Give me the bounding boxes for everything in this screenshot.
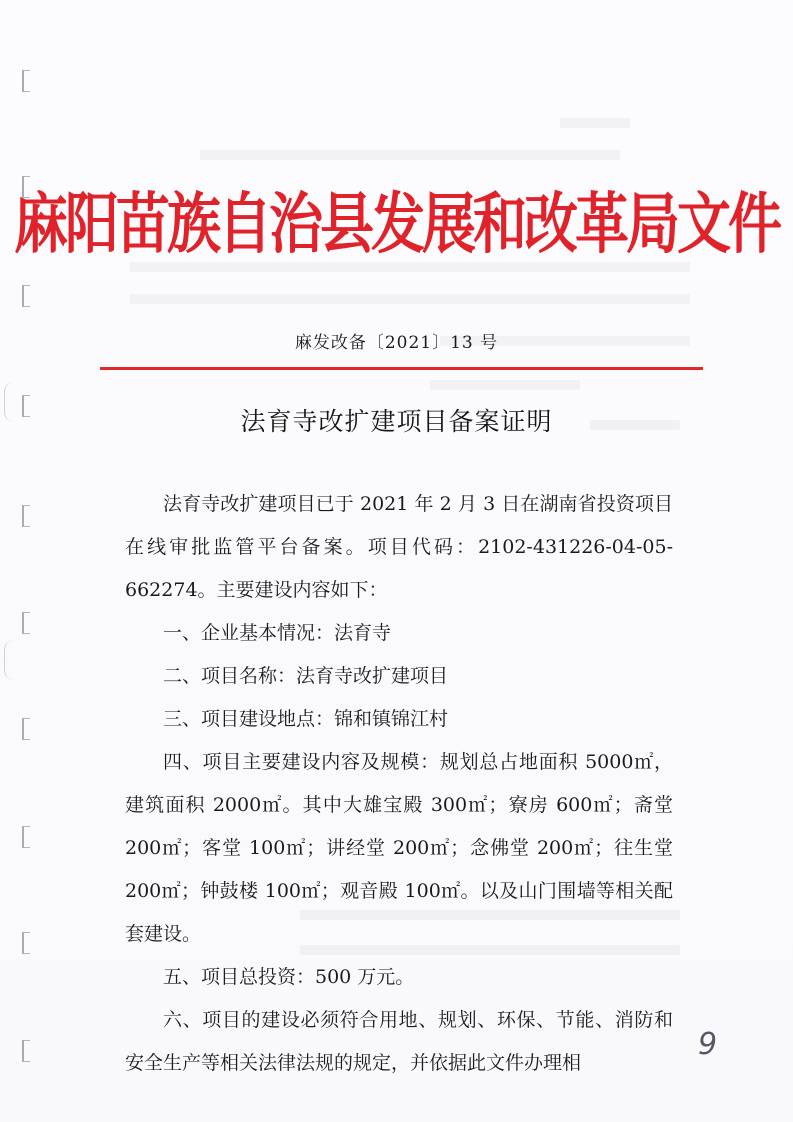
binding-mark — [22, 718, 30, 740]
binding-hole-arc — [4, 640, 15, 680]
body-paragraph: 一、企业基本情况：法育寺 — [163, 622, 392, 644]
masthead-title: 麻阳苗族自治县发展和改革局文件 — [14, 184, 779, 263]
show-through-mark — [430, 380, 580, 390]
document-number: 麻发改备〔2021〕13 号 — [294, 333, 499, 353]
binding-mark — [22, 932, 30, 954]
binding-mark — [22, 70, 30, 92]
handwritten-page-mark: 9 — [698, 1027, 718, 1062]
binding-mark — [22, 1040, 30, 1062]
red-divider-line — [100, 367, 703, 370]
body-paragraph: 三、项目建设地点：锦和镇锦江村 — [163, 708, 449, 730]
show-through-mark — [200, 150, 620, 160]
binding-mark — [22, 285, 30, 307]
body-paragraph: 五、项目总投资：500 万元。 — [163, 966, 415, 988]
body-paragraph: 六、项目的建设必须符合用地、规划、环保、节能、消防和安全生产等相关法律法规的规定，并依据此文件办理相 — [125, 1009, 673, 1074]
binding-mark — [22, 612, 30, 634]
body-paragraph: 四、项目主要建设内容及规模：规划总占地面积 5000㎡，建筑面积 2000㎡。其中大雄宝殿 300㎡；寮房 600㎡；斋堂 200㎡；客堂 100㎡；讲经堂 200㎡；念佛堂 200㎡；往生堂 200㎡；钟鼓楼 100㎡；观音殿 100㎡。以及山门围墙等相关配套建设。 — [125, 751, 673, 945]
show-through-mark — [130, 294, 690, 304]
show-through-mark — [560, 118, 630, 128]
document-title: 法育寺改扩建项目备案证明 — [240, 407, 553, 436]
binding-mark — [22, 505, 30, 527]
document-body — [125, 483, 673, 1085]
body-paragraph: 二、项目名称：法育寺改扩建项目 — [163, 665, 449, 687]
binding-mark — [22, 826, 30, 848]
body-paragraph: 法育寺改扩建项目已于 2021 年 2 月 3 日在湖南省投资项目在线审批监管平台备案。项目代码：2102-431226-04-05-662274。主要建设内容如下： — [125, 493, 673, 601]
